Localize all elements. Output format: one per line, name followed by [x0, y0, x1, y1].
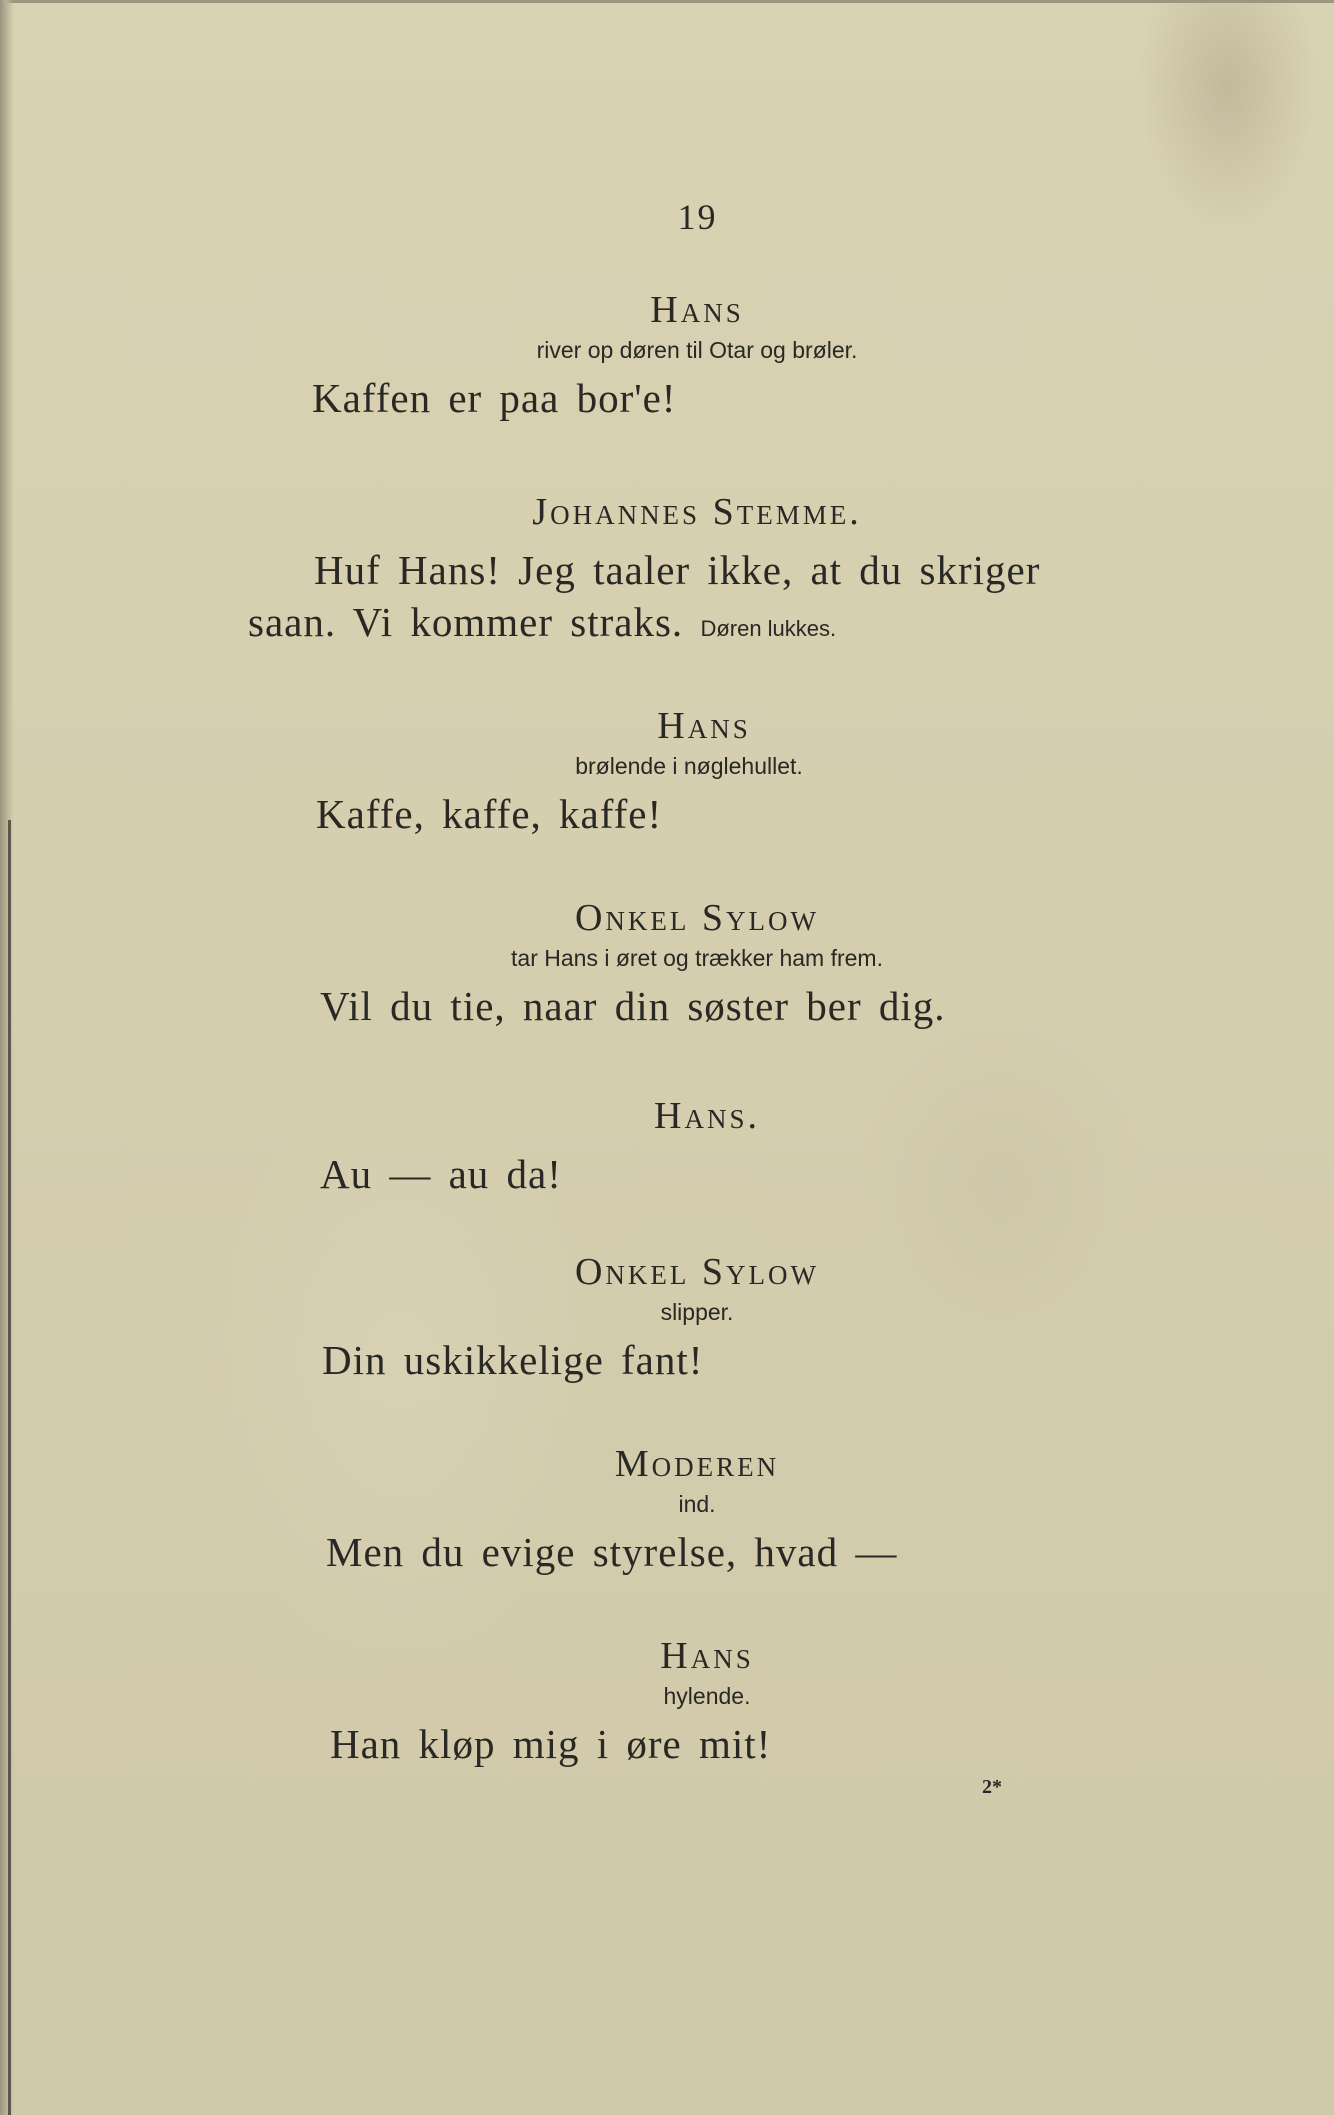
dialogue-block — [0, 1442, 1334, 1578]
dialogue-block — [0, 1250, 1334, 1386]
stage-direction: tar Hans i øret og trækker ham frem. — [511, 945, 883, 971]
dialogue-block — [0, 490, 1334, 655]
dialogue-block — [0, 288, 1334, 424]
speech-line: Vil du tie, naar din søster ber dig. — [320, 983, 946, 1029]
speaker-name: Moderen — [614, 1443, 780, 1485]
stage-direction: river op døren til Otar og brøler. — [536, 337, 858, 363]
speech-line: Huf Hans! Jeg taaler ikke, at du skriger — [314, 547, 1041, 593]
speaker-name: Onkel Sylow — [574, 897, 820, 939]
page-top-edge — [0, 0, 1334, 3]
speaker-name: Hans — [650, 289, 744, 331]
stage-direction: ind. — [678, 1491, 716, 1517]
stage-direction: hylende. — [663, 1683, 751, 1709]
speaker-name: Onkel Sylow — [574, 1251, 820, 1293]
page-number: 19 — [677, 197, 718, 237]
speech-line — [0, 596, 1334, 655]
speech-line: Kaffen er paa bor'e! — [312, 375, 677, 421]
speech-line: Han kløp mig i øre mit! — [330, 1721, 772, 1767]
inline-stage-direction: Døren lukkes. — [700, 616, 837, 641]
dialogue-block — [0, 1094, 1334, 1200]
speech-line: Au — au da! — [320, 1151, 562, 1197]
dialogue-block — [0, 896, 1334, 1032]
stage-direction: brølende i nøglehullet. — [575, 753, 803, 779]
speech-text: saan. Vi kommer straks. — [248, 599, 684, 645]
speaker-name: Hans. — [654, 1095, 760, 1137]
speech-line: Kaffe, kaffe, kaffe! — [316, 791, 663, 837]
dialogue-block — [0, 1634, 1334, 1770]
speech-line: Men du evige styrelse, hvad — — [326, 1529, 898, 1575]
speaker-name: Johannes Stemme. — [532, 491, 862, 533]
speaker-name: Hans — [660, 1635, 754, 1677]
speaker-name: Hans — [657, 705, 751, 747]
signature-mark: 2* — [982, 1776, 1002, 1798]
speech-line: Din uskikkelige fant! — [322, 1337, 704, 1383]
stage-direction: slipper. — [660, 1299, 734, 1325]
dialogue-block — [0, 704, 1334, 840]
